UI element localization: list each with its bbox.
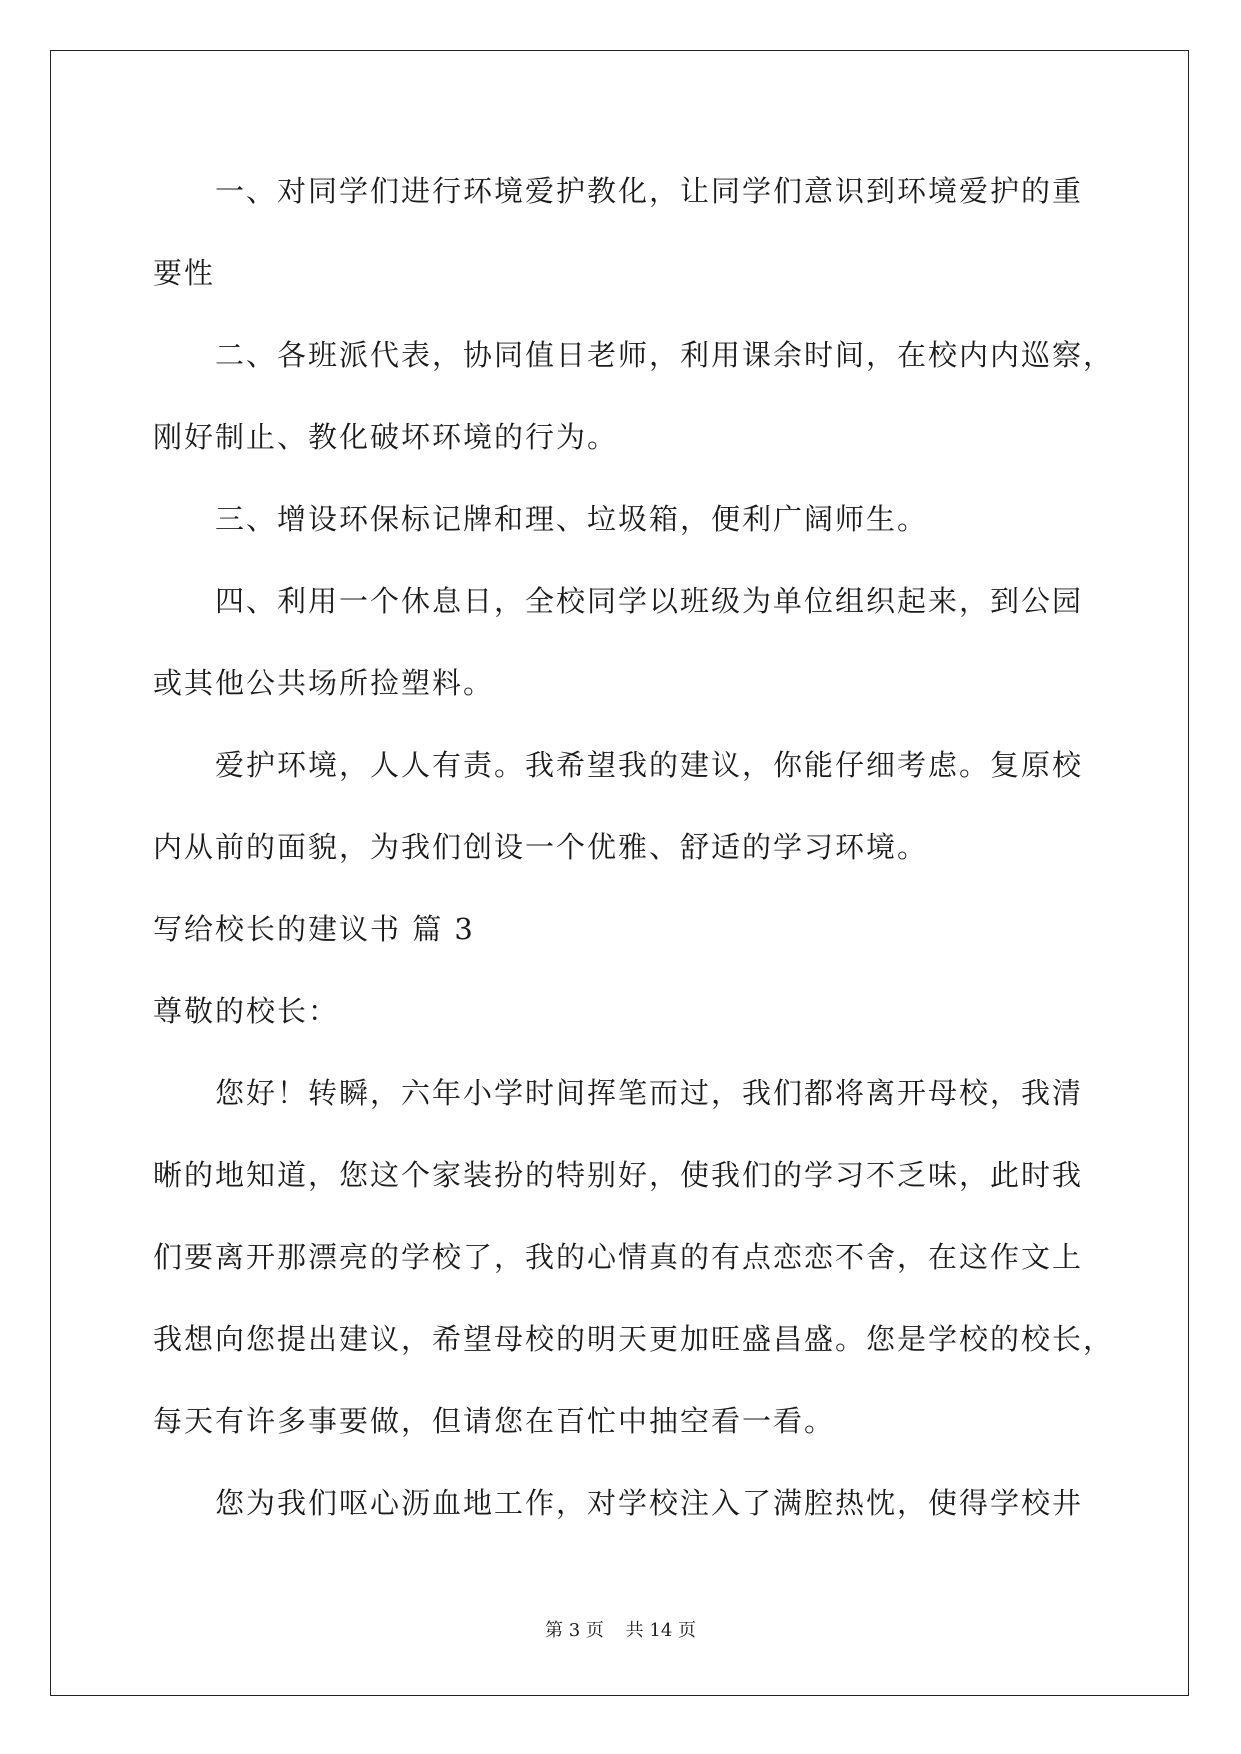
paragraph-line: 三、增设环保标记牌和理、垃圾箱，便利广阔师生。 [215, 502, 929, 536]
paragraph-line: 晰的地知道，您这个家装扮的特别好，使我们的学习不乏味，此时我 [153, 1158, 1084, 1192]
paragraph-line: 您为我们呕心沥血地工作，对学校注入了满腔热忱，使得学校井 [215, 1486, 1084, 1520]
page-total: 共 14 页 [625, 1620, 696, 1641]
salutation: 尊敬的校长： [153, 994, 340, 1028]
paragraph-line: 您好！转瞬，六年小学时间挥笔而过，我们都将离开母校，我清 [215, 1076, 1084, 1110]
paragraph-line: 或其他公共场所捡塑料。 [153, 666, 495, 700]
paragraph-line: 爱护环境，人人有责。我希望我的建议，你能仔细考虑。复原校 [215, 748, 1084, 782]
paragraph-line: 每天有许多事要做，但请您在百忙中抽空看一看。 [153, 1404, 836, 1438]
paragraph-line: 们要离开那漂亮的学校了，我的心情真的有点恋恋不舍，在这作文上 [153, 1240, 1084, 1274]
paragraph-line: 刚好制止、教化破坏环境的行为。 [153, 420, 619, 454]
page-number: 第 3 页 [545, 1620, 604, 1641]
section-heading: 写给校长的建议书 篇 3 [153, 912, 475, 946]
paragraph-line: 内从前的面貌，为我们创设一个优雅、舒适的学习环境。 [153, 830, 929, 864]
paragraph-line: 要性 [153, 256, 216, 290]
paragraph-line: 四、利用一个休息日，全校同学以班级为单位组织起来，到公园 [215, 584, 1084, 618]
paragraph-line: 我想向您提出建议，希望母校的明天更加旺盛昌盛。您是学校的校长， [153, 1322, 1115, 1356]
page-footer [0, 1616, 1241, 1642]
paragraph-line: 一、对同学们进行环境爱护教化，让同学们意识到环境爱护的重 [215, 174, 1084, 208]
paragraph-line: 二、各班派代表，协同值日老师，利用课余时间，在校内内巡察， [215, 338, 1115, 372]
page-border [50, 50, 1189, 1696]
